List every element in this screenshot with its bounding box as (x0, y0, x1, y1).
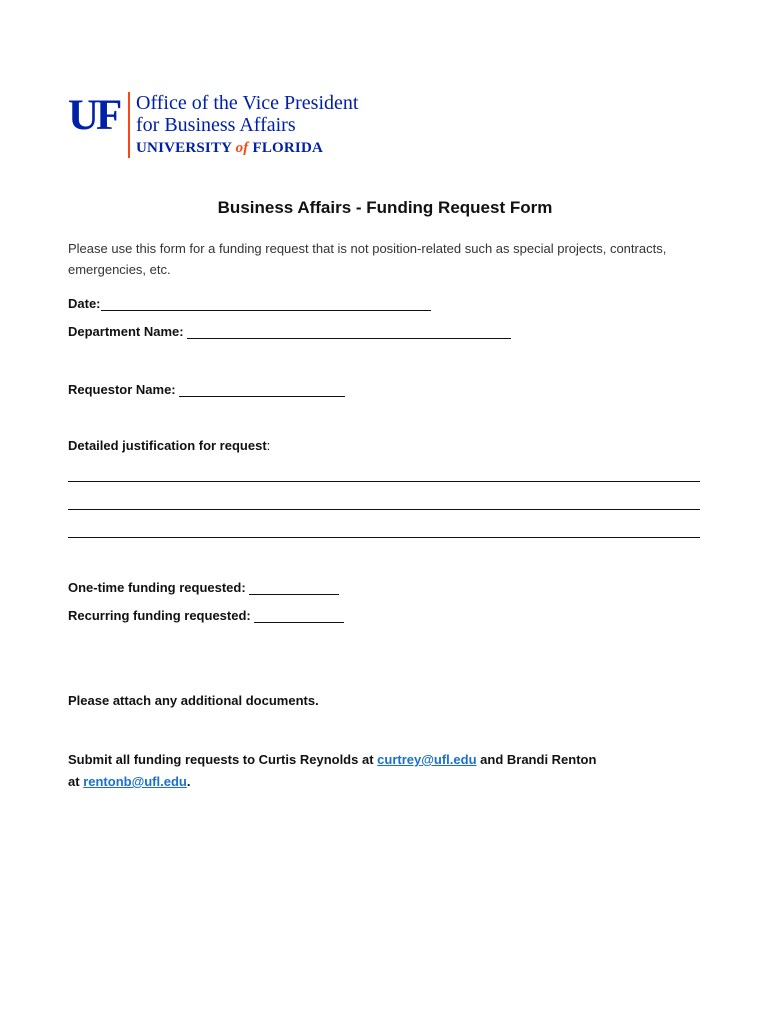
attach-note: Please attach any additional documents. (68, 693, 319, 708)
requestor-input-line[interactable] (179, 382, 345, 397)
logo-office-line2: for Business Affairs (136, 114, 296, 136)
justification-colon: : (266, 438, 271, 453)
submit-text-2: and Brandi Renton (480, 752, 597, 767)
logo-university-part1: UNIVERSITY (136, 140, 232, 156)
justification-field (68, 438, 270, 453)
submit-text-3: at (68, 774, 80, 789)
uf-logo-mark: UF (68, 92, 120, 139)
email-link-curtis[interactable]: curtrey@ufl.edu (377, 752, 477, 767)
logo-university-part2: FLORIDA (252, 140, 324, 156)
recurring-label: Recurring funding requested: (68, 608, 251, 623)
email-link-brandi[interactable]: rentonb@ufl.edu (83, 774, 187, 789)
recurring-field (68, 608, 344, 623)
onetime-label: One-time funding requested: (68, 580, 246, 595)
department-label: Department Name: (68, 324, 184, 339)
date-input-line[interactable] (101, 296, 431, 311)
logo-university (136, 141, 323, 156)
logo-divider (128, 92, 130, 158)
justification-label: Detailed justification for request (68, 438, 267, 453)
submit-instructions (68, 749, 708, 793)
uf-logo (68, 92, 388, 158)
requestor-field (68, 382, 345, 397)
justification-line-2[interactable] (68, 509, 700, 510)
department-input-line[interactable] (187, 324, 511, 339)
submit-text-4: . (186, 774, 191, 789)
logo-university-of: of (235, 140, 249, 156)
date-field (68, 296, 431, 311)
requestor-label: Requestor Name: (68, 382, 176, 397)
justification-line-1[interactable] (68, 481, 700, 482)
department-field (68, 324, 511, 339)
intro-text: Please use this form for a funding request that is not position-related such as special projects, contracts, emergencies, etc. (68, 241, 667, 277)
logo-office-line1: Office of the Vice President (136, 92, 359, 114)
justification-line-3[interactable] (68, 537, 700, 538)
page-title: Business Affairs - Funding Request Form (217, 198, 553, 217)
recurring-input-line[interactable] (254, 608, 344, 623)
onetime-input-line[interactable] (249, 580, 339, 595)
onetime-field (68, 580, 339, 595)
submit-text-1: Submit all funding requests to Curtis Reynolds at (68, 752, 374, 767)
date-label: Date: (68, 296, 101, 311)
